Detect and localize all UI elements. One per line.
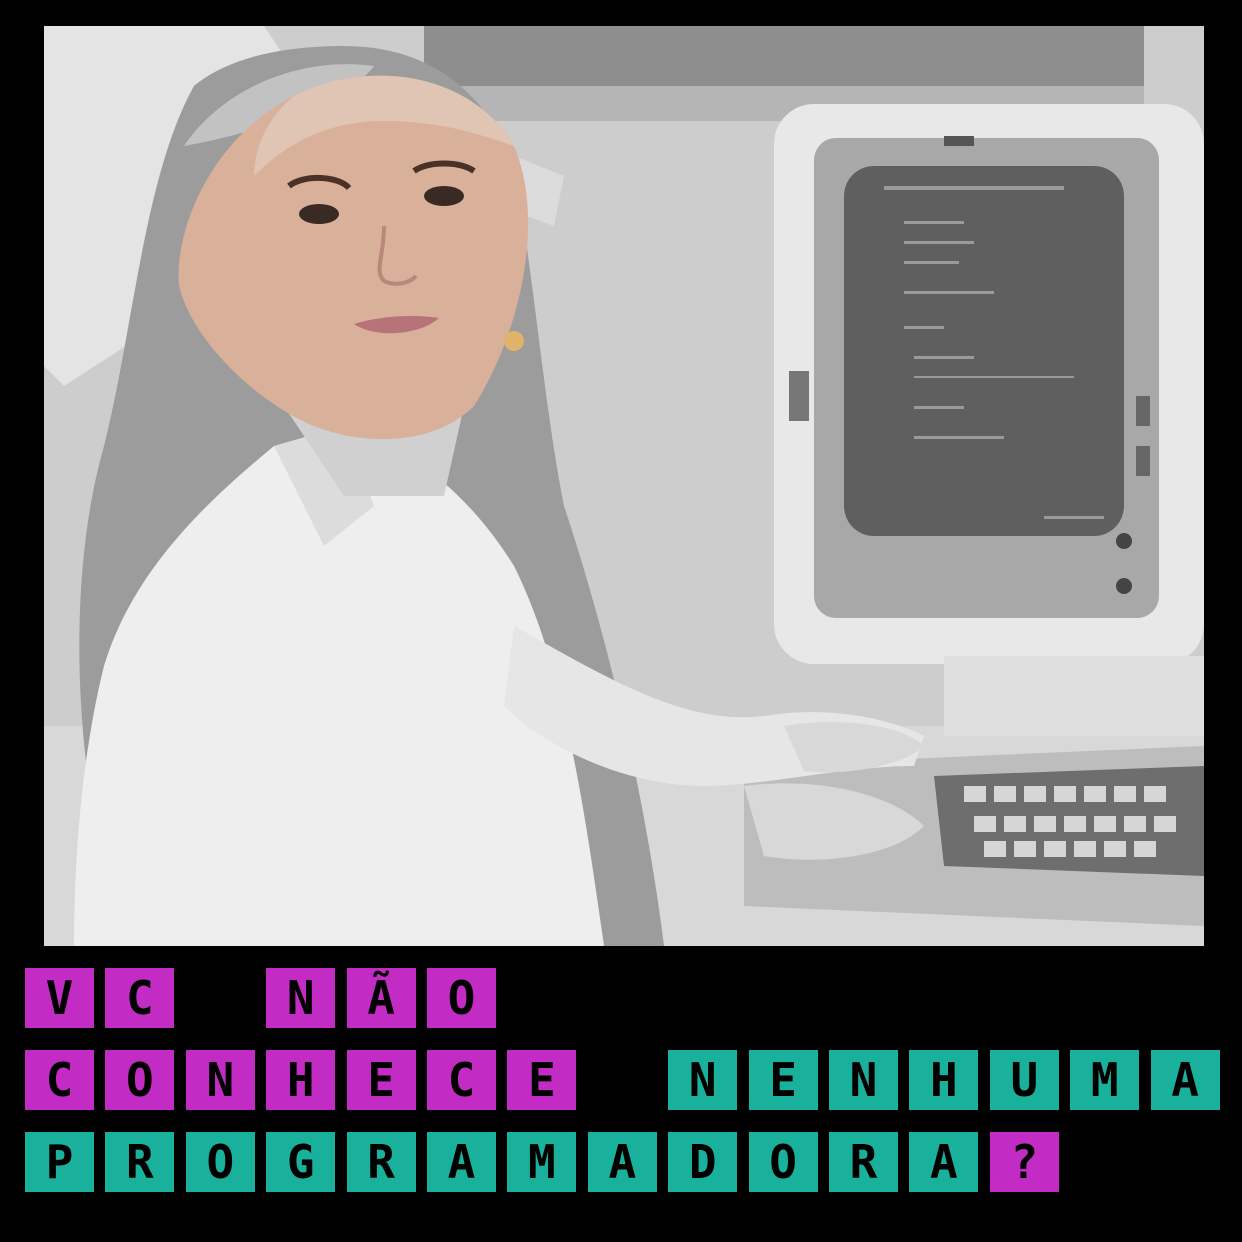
- letter-tile: O: [186, 1132, 255, 1192]
- letter-tile: N: [829, 1050, 898, 1110]
- letter-tile: V: [25, 968, 94, 1028]
- letter-tile: P: [25, 1132, 94, 1192]
- letter-tile: E: [749, 1050, 818, 1110]
- letter-tile: O: [105, 1050, 174, 1110]
- letter-tile: A: [1151, 1050, 1220, 1110]
- letter-tile: N: [186, 1050, 255, 1110]
- letter-tile: H: [266, 1050, 335, 1110]
- letter-tile: O: [749, 1132, 818, 1192]
- letter-tile: E: [347, 1050, 416, 1110]
- letter-tile: R: [105, 1132, 174, 1192]
- letter-tile: M: [1070, 1050, 1139, 1110]
- letter-tile: A: [588, 1132, 657, 1192]
- letter-tile: R: [347, 1132, 416, 1192]
- letter-tile: ?: [990, 1132, 1059, 1192]
- letter-tile: A: [427, 1132, 496, 1192]
- monitor: [774, 104, 1204, 664]
- letter-tile: U: [990, 1050, 1059, 1110]
- letter-tile: C: [105, 968, 174, 1028]
- photo: [44, 26, 1204, 946]
- letter-tile: G: [266, 1132, 335, 1192]
- letter-tile: D: [668, 1132, 737, 1192]
- letter-tile: N: [266, 968, 335, 1028]
- letter-tile: E: [507, 1050, 576, 1110]
- letter-tile: Ã: [347, 968, 416, 1028]
- letter-tile: C: [25, 1050, 94, 1110]
- photo-illustration: [44, 26, 1204, 946]
- letter-tile: H: [909, 1050, 978, 1110]
- letter-tile: A: [909, 1132, 978, 1192]
- letter-tile: C: [427, 1050, 496, 1110]
- letter-tile: O: [427, 968, 496, 1028]
- letter-tile: M: [507, 1132, 576, 1192]
- letter-tile: R: [829, 1132, 898, 1192]
- letter-tile: N: [668, 1050, 737, 1110]
